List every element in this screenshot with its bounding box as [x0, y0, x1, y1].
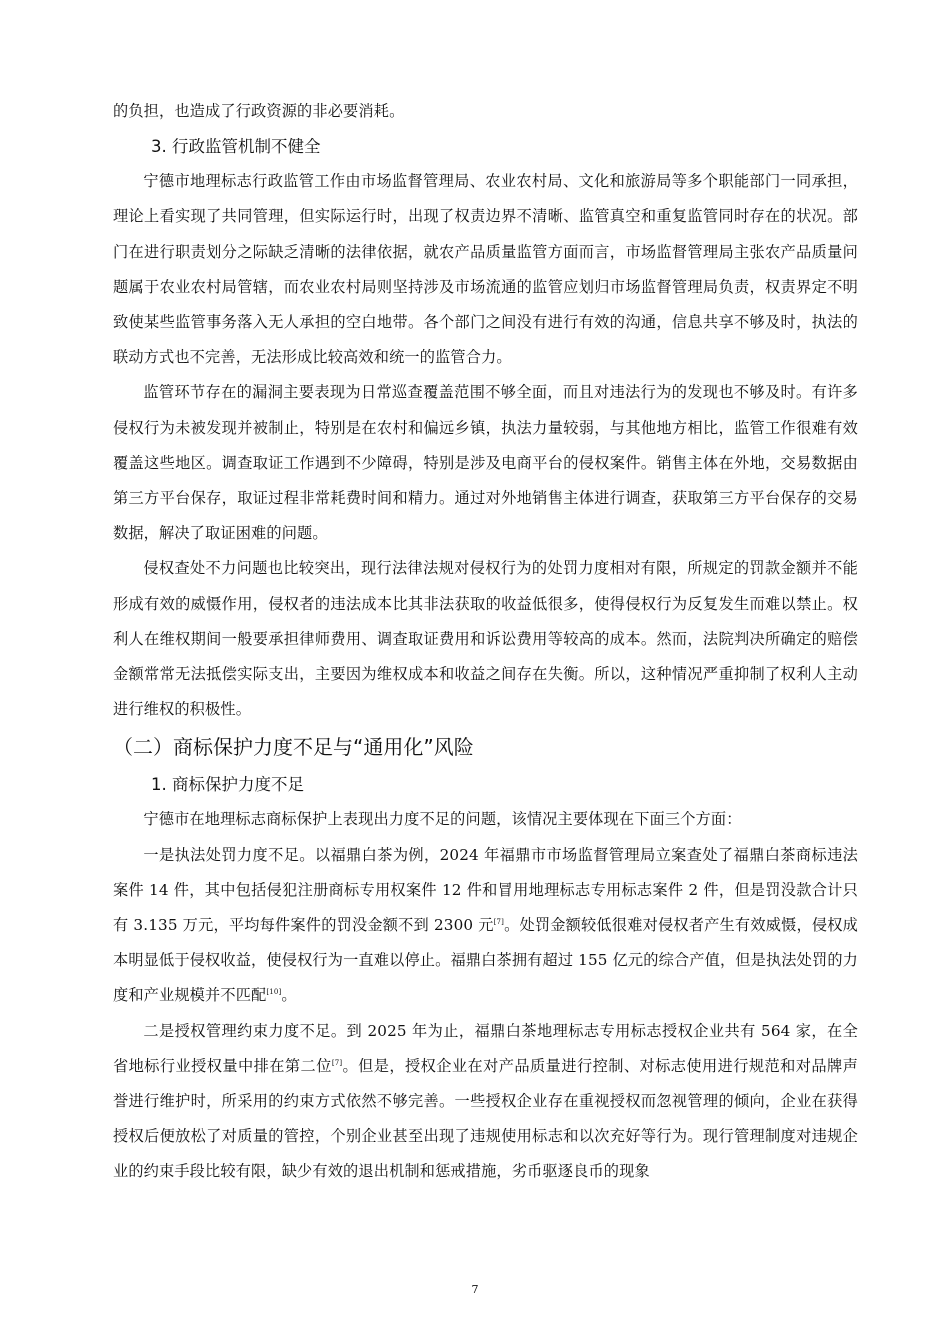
text-run: 。但是，授权企业在对产品质量进行控制、对标志使用进行规范和对品牌声誉进行维护时，所采用的约束方式依然不够完善。一些授权企业存在重视授权而忽视管理的倾向，企业在获得授权后便放松了对质量的管控，个别企业甚至出现了违规使用标志和以次充好等行为。现行管理制度对违规企业的约束手段比较有限，缺少有效的退出机制和惩戒措施，劣币驱逐良币的现象: [113, 1056, 858, 1181]
text-run: 。处罚金额较低很难对侵权者产生有效威慑，侵权成本明显低于侵权收益，使侵权行为一直难以停止。福鼎白茶拥有超过 155 亿元的综合产值，但是执法处罚的力度和产业规模并不匹配: [113, 916, 859, 1005]
paragraph-continued: 的负担，也造成了行政资源的非必要消耗。: [113, 102, 405, 120]
page-number: 7: [471, 1283, 479, 1296]
paragraph-supervision-departments: 宁德市地理标志行政监管工作由市场监督管理局、农业农村局、文化和旅游局等多个职能部门一同承担，理论上看实现了共同管理，但实际运行时，出现了权责边界不清晰、监管真空和重复监管同时存在的状况。部门在进行职责划分之际缺乏清晰的法律依据，就农产品质量监管方面而言，市场监督管理局主张农产品质量问题属于农业农村局管辖，而农业农村局则坚持涉及市场流通的监管应划归市场监督管理局负责，权责界定不明致使某些监管事务落入无人承担的空白地带。各个部门之间没有进行有效的沟通，信息共享不够及时，执法的联动方式也不完善，无法形成比较高效和统一的监管合力。: [113, 172, 858, 367]
subsection-heading-1: 1. 商标保护力度不足: [151, 775, 304, 795]
paragraph-supervision-loopholes: 监管环节存在的漏洞主要表现为日常巡查覆盖范围不够全面，而且对违法行为的发现也不够及时。有许多侵权行为未被发现并被制止，特别是在农村和偏远乡镇，执法力量较弱，与其他地方相比，监管工作很难有效覆盖这些地区。调查取证工作遇到不少障碍，特别是涉及电商平台的侵权案件。销售主体在外地，交易数据由第三方平台保存，取证过程非常耗费时间和精力。通过对外地销售主体进行调查，获取第三方平台保存的交易数据，解决了取证困难的问题。: [113, 383, 858, 543]
text-run: 一是执法处罚力度不足。以福鼎白茶为例，2024 年福鼎市市场监督管理局立案查处了福鼎白茶商标违法案件 14 件，其中包括侵犯注册商标专用权案件 12 件和冒用地理标志专用标志案件 2 件，但是罚没款合计只有 3.135 万元，平均每件案件的罚没金额不到 2300 元: [113, 845, 858, 935]
paragraph-enforcement-penalty: [113, 838, 858, 1014]
section-heading-2: （二）商标保护力度不足与“通用化”风险: [113, 735, 474, 760]
text-run: 。: [281, 986, 297, 1005]
citation-7: [7]: [331, 1058, 343, 1067]
paragraph-infringement-enforcement: 侵权查处不力问题也比较突出，现行法律法规对侵权行为的处罚力度相对有限，所规定的罚款金额并不能形成有效的威慑作用，侵权者的违法成本比其非法获取的收益低很多，使得侵权行为反复发生而难以禁止。权利人在维权期间一般要承担律师费用、调查取证费用和诉讼费用等较高的成本。然而，法院判决所确定的赔偿金额常常无法抵偿实际支出，主要因为维权成本和收益之间存在失衡。所以，这种情况严重抑制了权利人主动进行维权的积极性。: [113, 559, 858, 719]
paragraph-authorization-management: [113, 1014, 858, 1190]
citation-7: [7]: [493, 918, 505, 927]
subsection-heading-3: 3. 行政监管机制不健全: [151, 137, 321, 157]
citation-10: [10]: [266, 988, 282, 997]
paragraph-intro-three-aspects: 宁德市在地理标志商标保护上表现出力度不足的问题，该情况主要体现在下面三个方面：: [143, 810, 742, 829]
page-body: [113, 94, 858, 1190]
text-run: 二是授权管理约束力度不足。到 2025 年为止，福鼎白茶地理标志专用标志授权企业共有 564 家，在全省地标行业授权量中排在第二位: [113, 1021, 858, 1075]
